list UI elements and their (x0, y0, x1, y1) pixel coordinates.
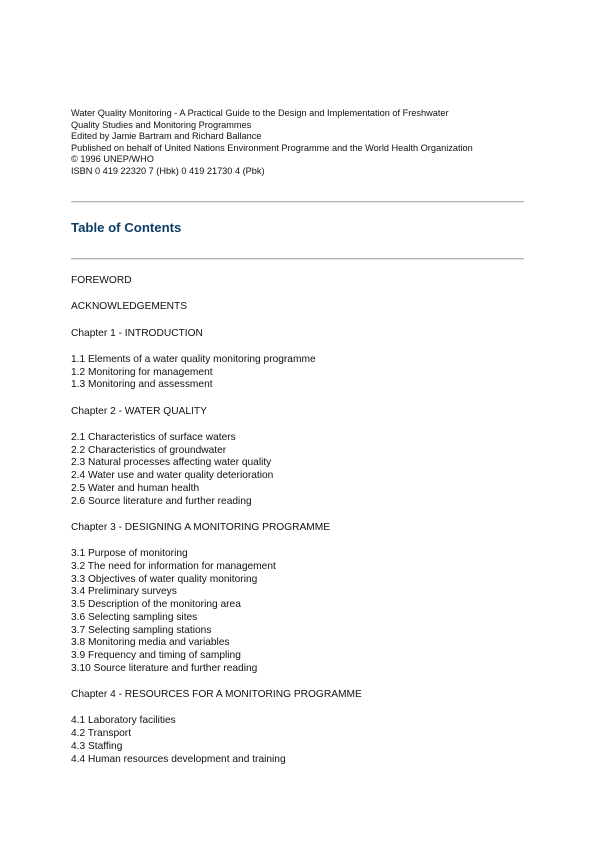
toc-link-4-4[interactable]: 4.4 Human resources development and training (71, 753, 286, 765)
divider-top (71, 201, 524, 203)
toc-link-2-5[interactable]: 2.5 Water and human health (71, 482, 200, 494)
header-copyright: © 1996 UNEP/WHO (71, 154, 154, 164)
toc-link-2-3[interactable]: 2.3 Natural processes affecting water quality (71, 457, 272, 469)
toc-link-3-5[interactable]: 3.5 Description of the monitoring area (71, 599, 241, 610)
toc-link-3-6[interactable]: 3.6 Selecting sampling sites (71, 611, 198, 623)
toc-title: Table of Contents (71, 220, 182, 235)
toc-link-4-3[interactable]: 4.3 Staffing (71, 740, 123, 752)
toc-link-3-3[interactable]: 3.3 Objectives of water quality monitoring (71, 573, 258, 585)
toc-link-3-7[interactable]: 3.7 Selecting sampling stations (71, 624, 212, 636)
toc-link-3-8[interactable]: 3.8 Monitoring media and variables (71, 637, 230, 649)
header-isbn: ISBN 0 419 22320 7 (Hbk) 0 419 21730 4 (Pbk) (71, 165, 265, 176)
toc-link-2-2[interactable]: 2.2 Characteristics of groundwater (71, 444, 227, 456)
document-header (71, 108, 524, 177)
toc-link-chapter-4[interactable]: Chapter 4 - RESOURCES FOR A MONITORING PROGRAMME (71, 689, 362, 700)
toc-link-chapter-1[interactable]: Chapter 1 - INTRODUCTION (71, 327, 203, 339)
toc-link-1-1[interactable]: 1.1 Elements of a water quality monitoring programme (71, 353, 316, 365)
toc-link-3-4[interactable]: 3.4 Preliminary surveys (71, 586, 177, 598)
header-title-line-1: Water Quality Monitoring - A Practical Guide to the Design and Implementation of Freshwater (71, 108, 449, 118)
toc-link-3-10[interactable]: 3.10 Source literature and further reading (71, 662, 258, 674)
toc-link-2-1[interactable]: 2.1 Characteristics of surface waters (71, 431, 236, 443)
toc-link-1-3[interactable]: 1.3 Monitoring and assessment (71, 379, 213, 391)
header-title-line-2: Quality Studies and Monitoring Programmes (71, 119, 252, 130)
toc-link-2-6[interactable]: 2.6 Source literature and further reading (71, 495, 252, 507)
toc-link-1-2[interactable]: 1.2 Monitoring for management (71, 366, 213, 378)
divider-bottom (71, 258, 524, 260)
toc-link-chapter-2[interactable]: Chapter 2 - WATER QUALITY (71, 405, 207, 417)
toc-link-3-9[interactable]: 3.9 Frequency and timing of sampling (71, 650, 241, 661)
header-publisher: Published on behalf of United Nations Environment Programme and the World Health Organization (71, 142, 473, 153)
toc-link-foreword[interactable]: FOREWORD (71, 275, 132, 286)
toc-link-3-2[interactable]: 3.2 The need for information for management (71, 560, 276, 572)
toc-link-acknowledgements[interactable]: ACKNOWLEDGEMENTS (71, 301, 188, 313)
toc-link-3-1[interactable]: 3.1 Purpose of monitoring (71, 548, 188, 559)
table-of-contents (71, 275, 524, 766)
toc-link-2-4[interactable]: 2.4 Water use and water quality deterioration (71, 470, 274, 481)
header-editors: Edited by Jamie Bartram and Richard Ballance (71, 131, 262, 141)
toc-link-4-2[interactable]: 4.2 Transport (71, 728, 132, 739)
toc-link-chapter-3[interactable]: Chapter 3 - DESIGNING A MONITORING PROGRAMME (71, 521, 331, 533)
toc-link-4-1[interactable]: 4.1 Laboratory facilities (71, 715, 176, 727)
